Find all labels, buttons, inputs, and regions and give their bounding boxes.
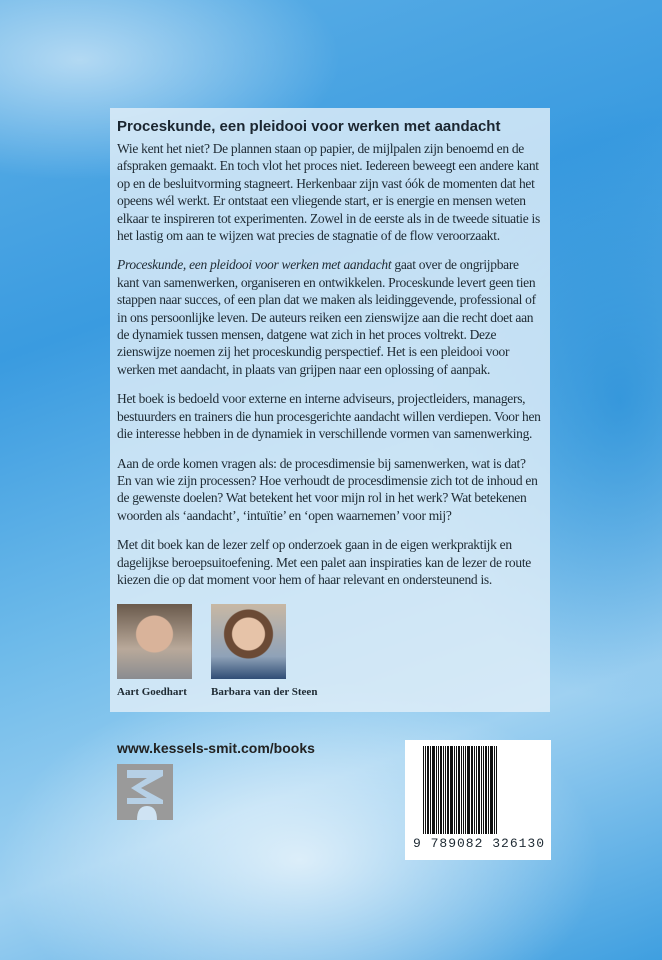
barcode-bar xyxy=(494,746,495,834)
paragraph-intro: Wie kent het niet? De plannen staan op papier, de mijlpalen zijn benoemd en de afspraken gemaakt. En toch vlot het proces niet. Iedereen beweegt een andere kant op en de besluitvorming stagneert. Herkenbaar zijn vast óók de momenten dat het opeens wél werkt. Er ontstaat een vliegende start, er is energie en mensen weten elkaar te inspireren tot experimenten. Zowel in de eerste als in de tweede situatie is het lastig om aan te wijzen wat precies de stagnatie of de flow veroorzaakt. xyxy=(117,141,540,244)
author-name: Aart Goedhart xyxy=(117,686,187,699)
publisher-logo xyxy=(117,764,173,820)
barcode-bar xyxy=(425,746,426,834)
cover-footer xyxy=(110,740,551,860)
back-cover-content xyxy=(110,108,551,860)
barcode-bar xyxy=(438,746,439,834)
barcode-bar xyxy=(465,746,466,834)
barcode-bar xyxy=(447,746,449,834)
barcode-bar xyxy=(427,746,429,834)
publisher-url: www.kessels-smit.com/books xyxy=(117,740,315,757)
paragraph-audience: Het boek is bedoeld voor externe en interne adviseurs, projectleiders, managers, bestuurders en trainers die hun procesgerichte aandacht willen verdiepen. Voor hen die interesse hebben in de dynamiek in verschillende vormen van samenwerking. xyxy=(117,391,541,442)
publisher-block xyxy=(117,740,315,820)
authors xyxy=(117,604,543,698)
title-italic: Proceskunde, een pleidooi voor werken met aandacht xyxy=(117,257,392,273)
back-cover-text-panel xyxy=(110,108,550,712)
author-2 xyxy=(211,604,318,699)
barcode-bar xyxy=(478,746,480,834)
barcode-bar xyxy=(461,746,462,834)
isbn-number: 9 789082 326130 xyxy=(413,836,546,852)
barcode-bar xyxy=(483,746,484,834)
barcode-bar xyxy=(458,746,460,834)
barcode-bar xyxy=(488,746,489,834)
barcode-bar xyxy=(471,746,473,834)
barcode-bar xyxy=(454,746,455,834)
paragraph-closing: Met dit boek kan de lezer zelf op onderzoek gaan in de eigen werkpraktijk en dagelijkse beroepsuitoefening. Met een palet aan inspiraties kan de lezer de route kiezen die op dat moment voor hem of haar relevant en ondersteunend is. xyxy=(117,537,531,587)
author-photo xyxy=(117,604,192,679)
author-name: Barbara van der Steen xyxy=(211,686,318,699)
barcode-bar xyxy=(476,746,477,834)
barcode-bar xyxy=(463,746,464,834)
paragraph-questions: Aan de orde komen vragen als: de procesdimensie bij samenwerken, wat is dat? En van wie zijn processen? Hoe verhoudt de procesdimensie zich tot de inhoud en de gewenste doelen? Wat betekent het voor mijn rol in het werk? Wat betekenen woorden als ‘aandacht’, ‘intuïtie’ en ‘open waarnemen’ voor mij? xyxy=(117,455,538,523)
barcode-bar xyxy=(440,746,442,834)
author-photo xyxy=(211,604,286,679)
barcode-bar xyxy=(430,746,431,834)
barcode-bar xyxy=(496,746,497,834)
barcode-bar xyxy=(467,746,470,834)
barcode-bar xyxy=(423,746,424,834)
barcode-bar xyxy=(436,746,437,834)
book-title: Proceskunde, een pleidooi voor werken met aandacht xyxy=(117,118,501,135)
barcode-bar xyxy=(474,746,475,834)
barcode-bar xyxy=(445,746,446,834)
paragraph-about xyxy=(117,256,543,378)
barcode-bar xyxy=(490,746,493,834)
barcode-bar xyxy=(432,746,435,834)
barcode-bar xyxy=(443,746,444,834)
barcode-bar xyxy=(481,746,482,834)
barcode-bar xyxy=(456,746,457,834)
paragraph-about-text: gaat over de ongrijpbare kant van samenwerken, organiseren en ontwikkelen. Proceskunde levert geen tien stappen naar succes, of een plan dat we maken als leidinggevende, professional of in ons persoonlijke leven. De auteurs reiken een zienswijze aan die recht doet aan de dynamiek tussen mensen, datgene wat zich in het proces voltrekt. Deze zienswijze noemen zij het proceskundig perspectief. Het is een pleidooi voor werken met aandacht, in plaats van grijpen naar een oplossing of aanpak. xyxy=(117,257,536,377)
barcode-bar xyxy=(450,746,453,834)
isbn-barcode xyxy=(405,740,551,860)
author-1 xyxy=(117,604,192,698)
barcode-bar xyxy=(485,746,487,834)
barcode-bars xyxy=(423,746,543,834)
